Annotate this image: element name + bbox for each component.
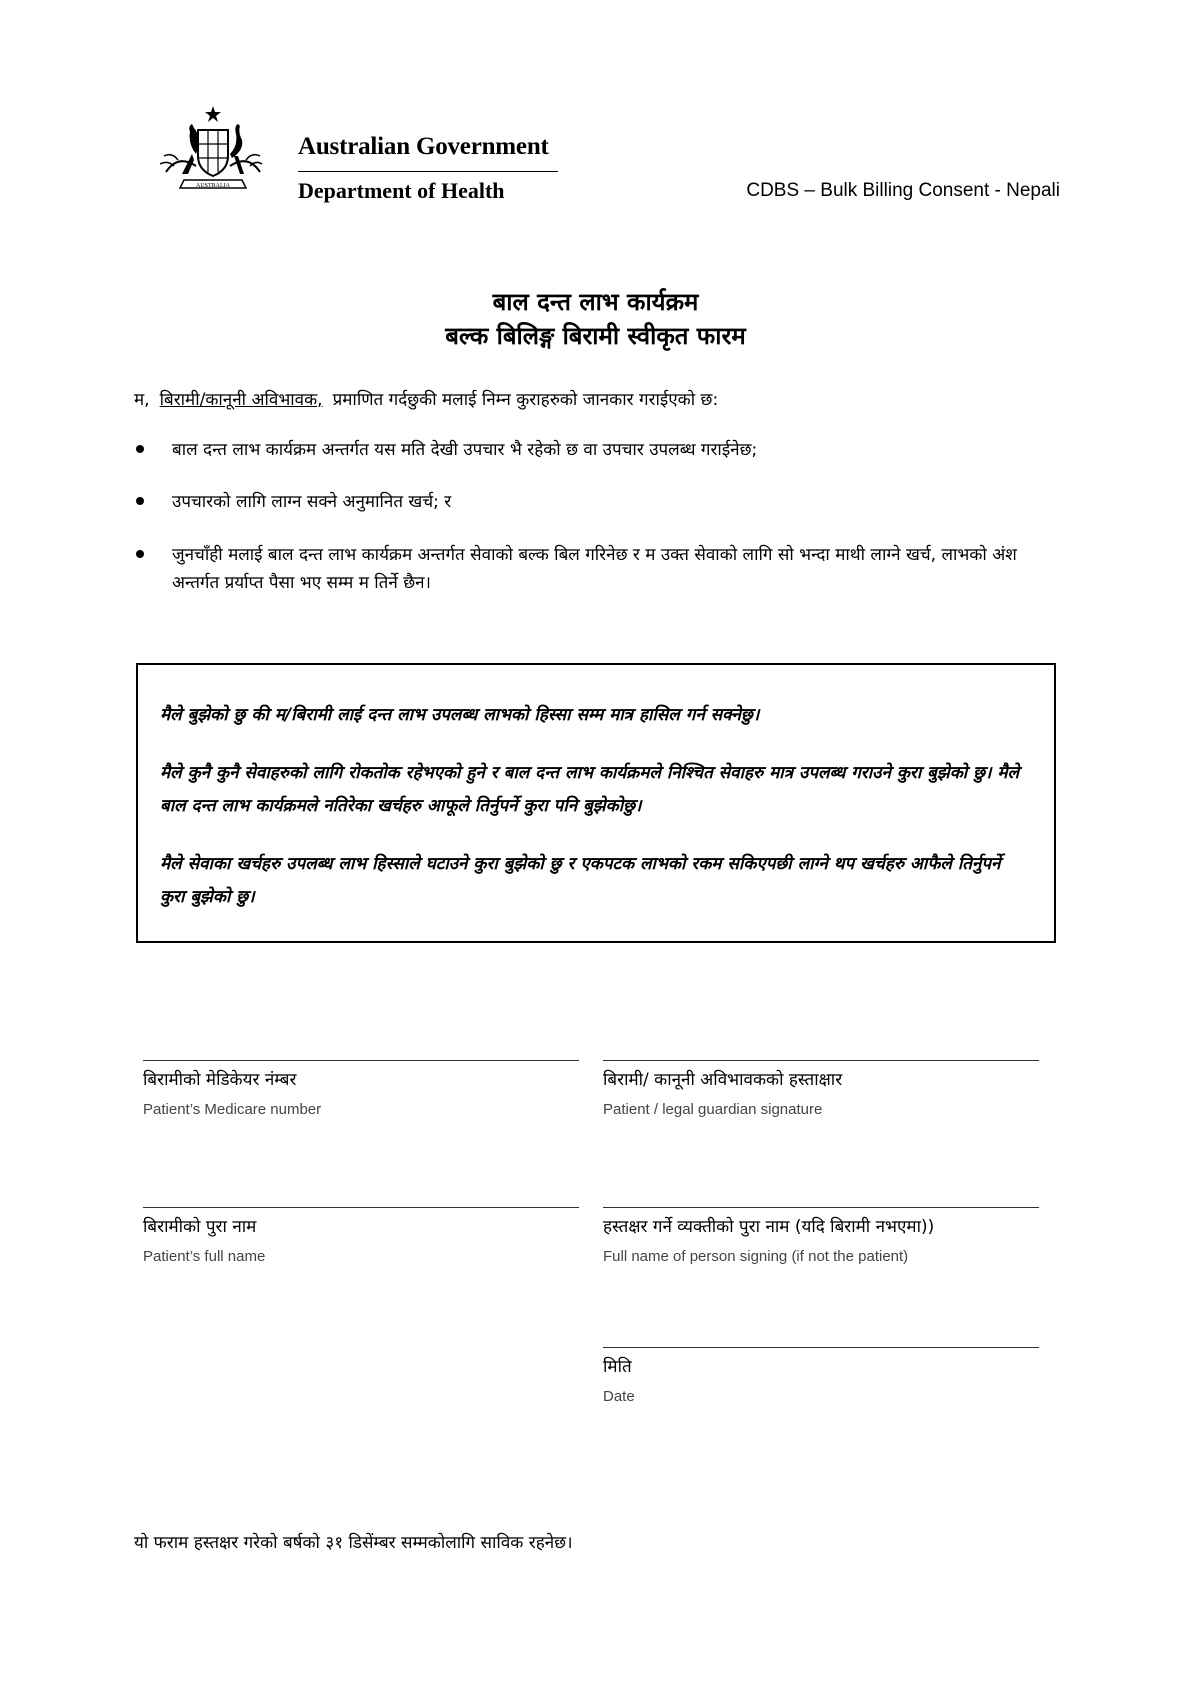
- signature-label-en: Patient / legal guardian signature: [603, 1101, 823, 1118]
- bullet-item-1: बाल दन्त लाभ कार्यक्रम अन्तर्गत यस मति देखी उपचार भै रहेको छ वा उपचार उपलब्ध गराईनेछ;: [172, 440, 758, 460]
- medicare-number-line[interactable]: [143, 1060, 579, 1061]
- government-name: Australian Government: [298, 133, 549, 160]
- date-label-en: Date: [603, 1388, 635, 1405]
- acknowledgement-box: [136, 663, 1056, 943]
- full-name-line[interactable]: [143, 1207, 579, 1208]
- bullet-item-3: जुनचाँही मलाई बाल दन्त लाभ कार्यक्रम अन्तर्गत सेवाको बल्क बिल गरिनेछ र म उक्त सेवाको लागि सो भन्दा माथी लाग्ने खर्च, लाभको अंश अन्तर्गत प्रर्याप्त पैसा भए सम्म म तिर्ने छैन।: [172, 545, 1017, 593]
- document-code: CDBS – Bulk Billing Consent - Nepali: [746, 180, 1060, 201]
- acknowledgement-paragraph-2: मैले कुनै कुनै सेवाहरुको लागि रोकतोक रहेभएको हुने र बाल दन्त लाभ कार्यक्रमले निश्चित सेवाहरु मात्र उपलब्ध गराउने कुरा बुझेको छु। मैले बाल दन्त लाभ कार्यक्रमले नतिरेका खर्चहरु आफूले तिर्नुपर्ने कुरा पनि बुझेकोछु।: [160, 763, 1020, 816]
- page-subtitle: बल्क बिलिङ्ग बिरामी स्वीकृत फारम: [445, 322, 746, 350]
- intro-underlined: बिरामी/कानूनी अविभावक,: [159, 390, 323, 410]
- acknowledgement-paragraph-1: मैले बुझेको छु की म/बिरामी लाई दन्त लाभ उपलब्ध लाभको हिस्सा सम्म मात्र हासिल गर्न सक्नेछु।: [160, 705, 760, 725]
- department-name: Department of Health: [298, 178, 505, 203]
- svg-text:AUSTRALIA: AUSTRALIA: [196, 183, 230, 189]
- bullet-item-2: उपचारको लागि लाग्न सक्ने अनुमानित खर्च; र: [172, 492, 452, 512]
- bullet-dot: [136, 550, 144, 558]
- acknowledgement-paragraph-3: मैले सेवाका खर्चहरु उपलब्ध लाभ हिस्साले घटाउने कुरा बुझेको छु र एकपटक लाभको रकम सकिएपछी लाग्ने थप खर्चहरु आफैले तिर्नुपर्ने कुरा बुझेको छु।: [160, 854, 1001, 907]
- date-line[interactable]: [603, 1347, 1039, 1348]
- medicare-number-label-np: बिरामीको मेडिकेयर नंम्बर: [143, 1070, 297, 1090]
- medicare-number-label-en: Patient’s Medicare number: [143, 1101, 322, 1118]
- bullet-dot: [136, 445, 144, 453]
- full-name-label-np: बिरामीको पुरा नाम: [143, 1217, 257, 1237]
- intro-statement: [134, 388, 718, 412]
- intro-suffix: प्रमाणित गर्दछुकी मलाई निम्न कुराहरुको जानकार गराईएको छ:: [332, 390, 719, 410]
- signer-name-label-en: Full name of person signing (if not the patient): [603, 1248, 909, 1265]
- signer-name-line[interactable]: [603, 1207, 1039, 1208]
- intro-prefix: म,: [134, 390, 150, 410]
- bullet-dot: [136, 497, 144, 505]
- date-label-np: मिति: [603, 1357, 632, 1377]
- validity-note: यो फराम हस्तक्षर गरेको बर्षको ३१ डिसेंम्बर सम्मकोलागि साविक रहनेछ।: [134, 1533, 573, 1553]
- australian-coat-of-arms-icon: [148, 104, 278, 204]
- signature-label-np: बिरामी/ कानूनी अविभावकको हस्ताक्षार: [603, 1070, 843, 1090]
- signature-line[interactable]: [603, 1060, 1039, 1061]
- header-divider: [298, 171, 558, 172]
- full-name-label-en: Patient’s full name: [143, 1248, 266, 1265]
- page-title: बाल दन्त लाभ कार्यक्रम: [492, 288, 699, 316]
- signer-name-label-np: हस्तक्षर गर्ने व्यक्तीको पुरा नाम (यदि बिरामी नभएमा)): [603, 1217, 935, 1237]
